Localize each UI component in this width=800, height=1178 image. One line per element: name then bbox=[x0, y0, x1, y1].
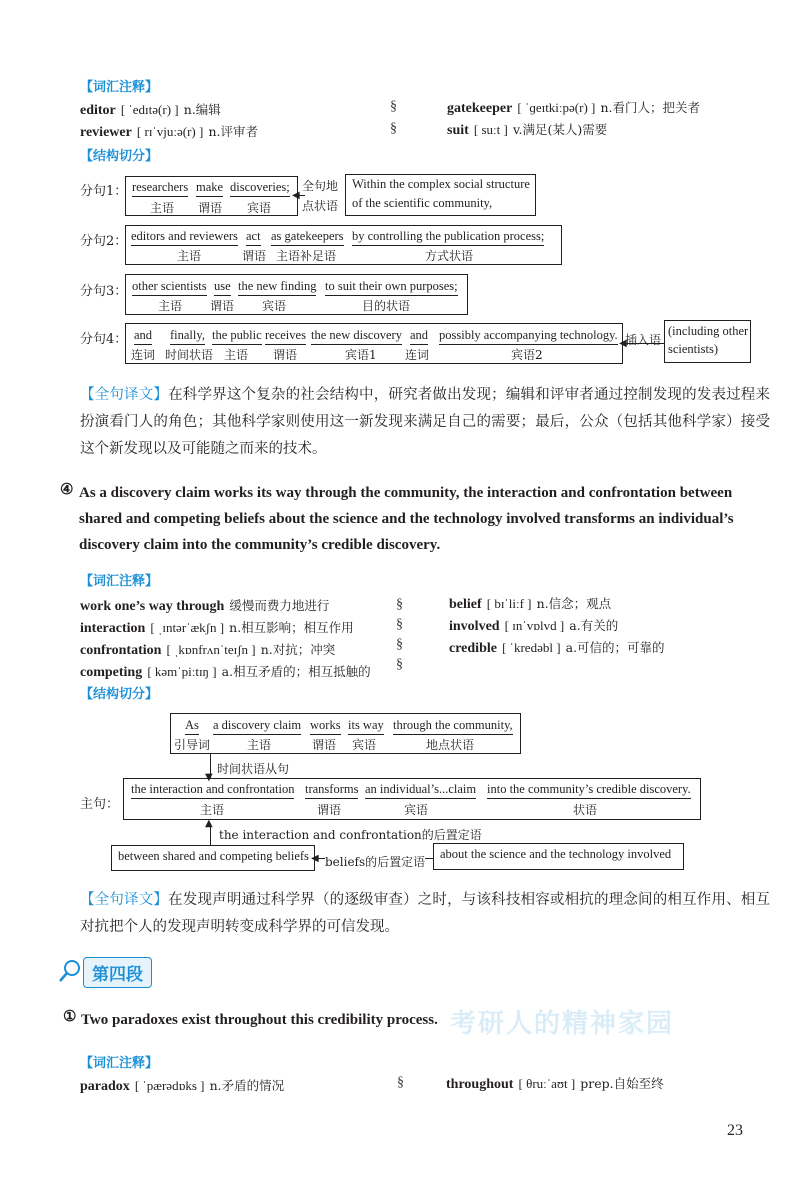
vocab-item: involved [ ɪnˈvɒlvd ] a.有关的 bbox=[449, 618, 619, 634]
watermark: 考研人的精神家园 bbox=[450, 1009, 675, 1039]
clause-word: the new discovery bbox=[311, 328, 402, 345]
clause-role: 主语 bbox=[200, 803, 225, 817]
clause-word: and bbox=[134, 328, 152, 345]
clause-role: 主语 bbox=[177, 249, 202, 263]
clause-word: act bbox=[246, 229, 261, 246]
structure-heading: 【结构切分】 bbox=[80, 149, 159, 164]
clause-role: 连词 bbox=[405, 348, 430, 362]
vocab-item: belief [ bɪˈliːf ] n.信念；观点 bbox=[449, 596, 612, 612]
vocab-item: reviewer [ rɪˈvjuːə(r) ] n.评审者 bbox=[80, 124, 258, 140]
clause-word: as gatekeepers bbox=[271, 229, 344, 246]
clause-label: 分句4： bbox=[80, 332, 128, 347]
separator-icon: § bbox=[396, 637, 403, 652]
clause-word: editors and reviewers bbox=[131, 229, 238, 246]
vocab-item: competing [ kəmˈpiːtɪŋ ] a.相互矛盾的；相互抵触的 bbox=[80, 664, 371, 680]
arrow-down-icon: ▼ bbox=[205, 772, 213, 783]
clause-word: of the scientific community, bbox=[352, 196, 493, 210]
clause-role: 谓语 bbox=[198, 201, 223, 215]
translation-paragraph: 【全句译文】在科学界这个复杂的社会结构中，研究者做出发现；编辑和评审者通过控制发现的发表过程来扮演看门人的角色；其他科学家则使用这一新发现来满足自己的需要；最后，公众（包括其他科学家）接受这个新发现以及可能随之而来的技术。 bbox=[80, 387, 770, 457]
clause-word: and bbox=[410, 328, 428, 345]
clause-word: the public bbox=[212, 328, 262, 345]
arrow-up-icon: ▲ bbox=[205, 818, 213, 829]
vocab-item: editor [ ˈedɪtə(r) ] n.编辑 bbox=[80, 102, 221, 118]
clause-role: 目的状语 bbox=[362, 299, 411, 313]
clause-role: 宾语 bbox=[352, 738, 377, 752]
clause-role: 主语 bbox=[224, 348, 249, 362]
clause-word: possibly accompanying technology. bbox=[439, 328, 618, 345]
clause-word: to suit their own purposes; bbox=[325, 279, 458, 296]
clause-word: As bbox=[185, 718, 199, 735]
translation-paragraph: 【全句译文】在发现声明通过科学界（的逐级审查）之时，与该科技相容或相抗的理念间的相互作用、相互对抗把个人的发现声明转变成科学界的可信发现。 bbox=[80, 892, 770, 935]
separator-icon: § bbox=[390, 99, 397, 114]
clause-role: 宾语1 bbox=[345, 348, 377, 362]
vocab-heading: 【词汇注释】 bbox=[80, 80, 159, 95]
separator-icon: § bbox=[396, 617, 403, 632]
clause-role: 宾语 bbox=[247, 201, 272, 215]
vocab-heading: 【词汇注释】 bbox=[80, 574, 159, 589]
clause-role: 点状语 bbox=[302, 199, 339, 213]
clause-role: 状语 bbox=[573, 803, 598, 817]
vocab-item: confrontation [ ˌkɒnfrʌnˈteɪʃn ] n.对抗；冲突 bbox=[80, 642, 336, 658]
clause-role: 时间状语 bbox=[165, 348, 214, 362]
clause-word: a discovery claim bbox=[213, 718, 301, 735]
clause-role: 主语 bbox=[247, 738, 272, 752]
clause-word: (including other scientists) bbox=[668, 324, 749, 356]
clause-role: 连词 bbox=[131, 348, 156, 362]
arrow-label: the interaction and confrontation的后置定语 bbox=[219, 828, 482, 842]
clause-label: 主句： bbox=[80, 797, 120, 812]
clause-word: researchers bbox=[132, 180, 188, 197]
sentence-text: Two paradoxes exist throughout this credibility process. bbox=[81, 1012, 438, 1028]
clause-role: 宾语 bbox=[262, 299, 287, 313]
clause-word: receives bbox=[265, 328, 306, 345]
clause-word: its way bbox=[348, 718, 384, 735]
clause-word: transforms bbox=[305, 782, 358, 799]
clause-word: finally, bbox=[170, 328, 205, 345]
vocab-item: paradox [ ˈpærədɒks ] n.矛盾的情况 bbox=[80, 1078, 285, 1094]
clause-word: works bbox=[310, 718, 341, 735]
clause-role: 主语 bbox=[158, 299, 183, 313]
arrow-left-icon: ◀ bbox=[619, 338, 627, 349]
page-number: 23 bbox=[727, 1122, 743, 1139]
magnifier-icon bbox=[58, 958, 82, 984]
clause-word: discoveries; bbox=[230, 180, 290, 197]
clause-role: 谓语 bbox=[312, 738, 337, 752]
clause-word: the interaction and confrontation bbox=[131, 782, 294, 799]
separator-icon: § bbox=[396, 597, 403, 612]
clause-word: an individual’s...claim bbox=[365, 782, 476, 799]
clause-label: 分句1： bbox=[80, 184, 128, 199]
clause-role: 谓语 bbox=[317, 803, 342, 817]
arrow-label: 时间状语从句 bbox=[217, 762, 290, 776]
clause-word: through the community, bbox=[393, 718, 513, 735]
clause-word: make bbox=[196, 180, 223, 197]
clause-word: the new finding bbox=[238, 279, 316, 296]
arrow-label: beliefs的后置定语 bbox=[325, 855, 426, 869]
clause-role: 插入语 bbox=[625, 333, 662, 347]
clause-word: into the community’s credible discovery. bbox=[487, 782, 691, 799]
clause-word: by controlling the publication process; bbox=[352, 229, 544, 246]
clause-role: 主语补足语 bbox=[276, 249, 337, 263]
vocab-item: credible [ ˈkredəbl ] a.可信的；可靠的 bbox=[449, 640, 665, 656]
clause-role: 全句地 bbox=[302, 179, 339, 193]
clause-role: 主语 bbox=[150, 201, 175, 215]
arrow-line bbox=[210, 826, 211, 846]
clause-label: 分句2： bbox=[80, 234, 128, 249]
clause-role: 谓语 bbox=[273, 348, 298, 362]
paragraph-title: 第四段 bbox=[83, 957, 152, 988]
clause-word: other scientists bbox=[132, 279, 207, 296]
clause-label: 分句3： bbox=[80, 284, 128, 299]
clause-role: 谓语 bbox=[210, 299, 235, 313]
vocab-heading: 【词汇注释】 bbox=[80, 1056, 159, 1071]
clause-word: use bbox=[214, 279, 231, 296]
clause-role: 方式状语 bbox=[425, 249, 474, 263]
arrow-left-icon: ◀ bbox=[311, 853, 319, 864]
clause-word: between shared and competing beliefs bbox=[118, 849, 309, 863]
sentence-number: ① bbox=[63, 1009, 77, 1025]
clause-role: 引导词 bbox=[174, 738, 211, 752]
clause-role: 宾语2 bbox=[511, 348, 543, 362]
clause-role: 宾语 bbox=[404, 803, 429, 817]
separator-icon: § bbox=[396, 657, 403, 672]
clause-role: 地点状语 bbox=[426, 738, 475, 752]
clause-role: 谓语 bbox=[242, 249, 267, 263]
arrow-left-icon: ◀ bbox=[292, 190, 300, 201]
separator-icon: § bbox=[390, 121, 397, 136]
vocab-item: suit [ suːt ] v.满足(某人)需要 bbox=[447, 122, 608, 138]
vocab-item: work one’s way through 缓慢而费力地进行 bbox=[80, 598, 330, 614]
vocab-item: throughout [ θruːˈaʊt ] prep.自始至终 bbox=[446, 1076, 664, 1092]
clause-word: about the science and the technology involved bbox=[440, 847, 672, 861]
sentence-number: ④ bbox=[60, 482, 74, 498]
clause-word: Within the complex social structure bbox=[352, 177, 530, 191]
separator-icon: § bbox=[397, 1075, 404, 1090]
sentence-text: As a discovery claim works its way through the community, the interaction and confrontation between shared and competing beliefs about the science and the technology involved transforms an individual’s discovery claim into the community’s credible discovery. bbox=[79, 485, 734, 553]
structure-heading: 【结构切分】 bbox=[80, 687, 159, 702]
vocab-item: interaction [ ˌɪntərˈækʃn ] n.相互影响；相互作用 bbox=[80, 620, 354, 636]
vocab-item: gatekeeper [ ˈɡeɪtkiːpə(r) ] n.看门人；把关者 bbox=[447, 100, 700, 116]
